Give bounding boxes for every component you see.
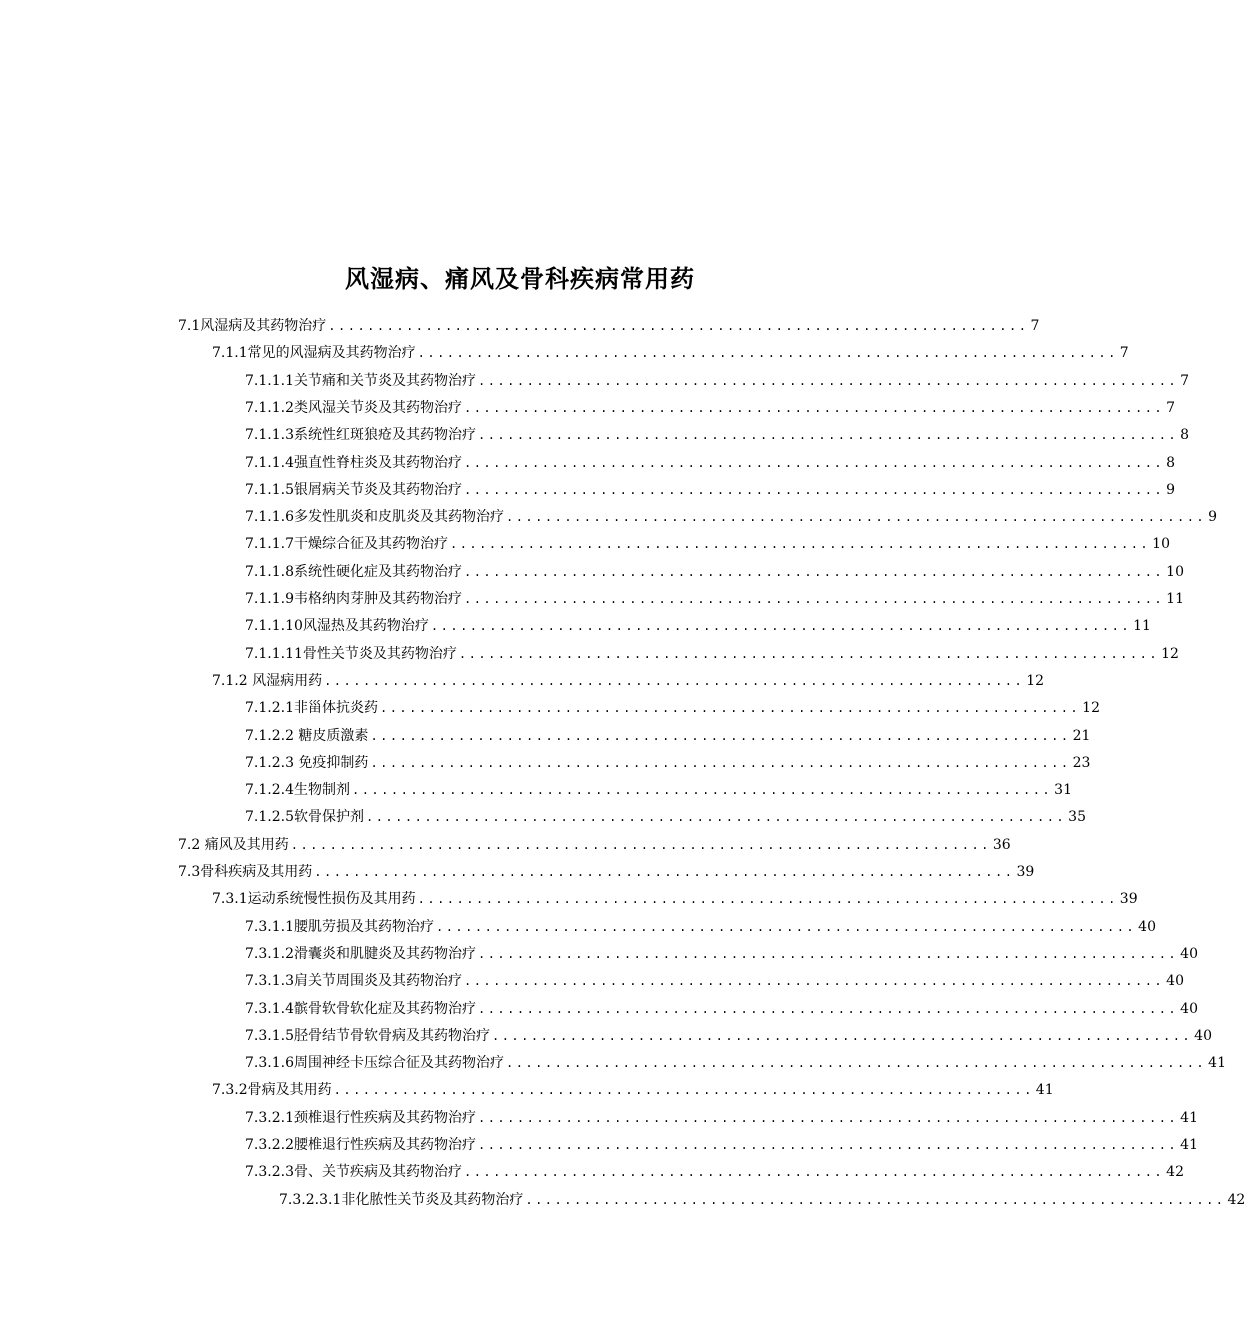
toc-dot-leader: ........................................................................	[463, 592, 1165, 606]
toc-dot-leader: ........................................................................	[505, 1056, 1207, 1070]
toc-entry[interactable]	[212, 886, 1138, 913]
toc-entry-page-number: 23	[1072, 755, 1091, 771]
toc-dot-leader: ........................................................................	[463, 1165, 1165, 1179]
toc-entry[interactable]	[245, 941, 1198, 968]
toc-entry-label: 7.3.1.2滑囊炎和肌腱炎及其药物治疗	[245, 946, 476, 962]
toc-entry-page-number: 9	[1166, 482, 1176, 498]
toc-entry-page-number: 10	[1152, 536, 1170, 552]
toc-entry[interactable]	[245, 531, 1170, 558]
toc-dot-leader: ........................................................................	[463, 456, 1165, 470]
toc-entry-label: 7.1.1.10风湿热及其药物治疗	[245, 618, 429, 634]
toc-dot-leader: ........................................................................	[333, 1083, 1034, 1097]
toc-dot-leader: ........................................................................	[328, 319, 1029, 333]
toc-entry-page-number: 40	[1180, 946, 1198, 962]
toc-entry[interactable]	[245, 1159, 1184, 1186]
toc-entry-label: 7.1.1.8系统性硬化症及其药物治疗	[245, 564, 462, 580]
toc-entry-label: 7.1风湿病及其药物治疗	[178, 318, 327, 334]
toc-entry-label: 7.3.2骨病及其用药	[212, 1082, 332, 1098]
toc-entry-label: 7.1.2.5软骨保护剂	[245, 809, 364, 825]
toc-dot-leader: ........................................................................	[417, 346, 1118, 360]
toc-entry[interactable]	[245, 996, 1198, 1023]
toc-dot-leader: ........................................................................	[290, 838, 991, 852]
toc-entry[interactable]	[245, 613, 1151, 640]
toc-entry-label: 7.3骨科疾病及其用药	[178, 864, 313, 880]
toc-entry-label: 7.3.1.3肩关节周围炎及其药物治疗	[245, 973, 462, 989]
toc-dot-leader: ........................................................................	[449, 537, 1151, 551]
toc-dot-leader: ........................................................................	[430, 619, 1132, 633]
toc-dot-leader: ........................................................................	[370, 756, 1071, 770]
toc-entry[interactable]	[212, 1077, 1054, 1104]
toc-dot-leader: ........................................................................	[435, 920, 1137, 934]
toc-entry[interactable]	[245, 804, 1086, 831]
toc-entry-page-number: 9	[1208, 509, 1218, 525]
toc-entry-page-number: 40	[1138, 919, 1156, 935]
toc-dot-leader: ........................................................................	[477, 428, 1179, 442]
toc-entry-page-number: 31	[1054, 782, 1072, 798]
toc-dot-leader: ........................................................................	[491, 1029, 1193, 1043]
toc-entry-page-number: 7	[1180, 373, 1190, 389]
toc-entry-label: 7.1.2.4生物制剂	[245, 782, 350, 798]
toc-entry-page-number: 7	[1119, 345, 1129, 361]
toc-dot-leader: ........................................................................	[477, 1111, 1179, 1125]
toc-entry[interactable]	[245, 1023, 1212, 1050]
toc-dot-leader: ........................................................................	[477, 374, 1179, 388]
toc-entry-page-number: 8	[1180, 427, 1190, 443]
toc-entry[interactable]	[245, 477, 1176, 504]
toc-entry-page-number: 8	[1166, 455, 1176, 471]
toc-entry-label: 7.1.2.1非甾体抗炎药	[245, 700, 378, 716]
toc-entry-label: 7.1.1.1关节痛和关节炎及其药物治疗	[245, 373, 476, 389]
toc-entry-label: 7.1.1常见的风湿病及其药物治疗	[212, 345, 416, 361]
toc-entry[interactable]	[245, 914, 1156, 941]
toc-entry-page-number: 35	[1068, 809, 1086, 825]
toc-entry-label: 7.3.2.2腰椎退行性疾病及其药物治疗	[245, 1137, 476, 1153]
toc-dot-leader: ........................................................................	[463, 483, 1165, 497]
toc-dot-leader: ........................................................................	[379, 701, 1081, 715]
toc-entry-label: 7.3.1.1腰肌劳损及其药物治疗	[245, 919, 434, 935]
toc-entry-label: 7.3.1.4髌骨软骨软化症及其药物治疗	[245, 1001, 476, 1017]
toc-dot-leader: ........................................................................	[525, 1193, 1226, 1207]
toc-entry-page-number: 36	[992, 837, 1011, 853]
toc-entry[interactable]	[245, 695, 1100, 722]
toc-entry-page-number: 12	[1161, 646, 1179, 662]
toc-entry-label: 7.1.2 风湿病用药	[212, 673, 323, 689]
toc-entry-page-number: 40	[1194, 1028, 1212, 1044]
toc-entry[interactable]	[245, 1105, 1198, 1132]
toc-entry[interactable]	[245, 395, 1176, 422]
toc-entry-label: 7.1.1.5银屑病关节炎及其药物治疗	[245, 482, 462, 498]
toc-entry-label: 7.1.1.6多发性肌炎和皮肌炎及其药物治疗	[245, 509, 504, 525]
toc-entry[interactable]	[245, 1132, 1198, 1159]
toc-dot-leader: ........................................................................	[324, 674, 1025, 688]
toc-entry-page-number: 12	[1026, 673, 1045, 689]
toc-entry-page-number: 7	[1166, 400, 1176, 416]
toc-dot-leader: ........................................................................	[365, 810, 1067, 824]
toc-dot-leader: ........................................................................	[505, 510, 1207, 524]
toc-entry-page-number: 21	[1072, 728, 1091, 744]
toc-entry-page-number: 11	[1133, 618, 1151, 634]
toc-entry-label: 7.3.2.3.1非化脓性关节炎及其药物治疗	[279, 1192, 524, 1208]
toc-dot-leader: ........................................................................	[458, 647, 1160, 661]
toc-entry[interactable]	[245, 641, 1179, 668]
document-title: 风湿病、痛风及骨科疾病常用药	[345, 264, 695, 294]
toc-entry[interactable]	[245, 368, 1190, 395]
toc-dot-leader: ........................................................................	[463, 401, 1165, 415]
toc-dot-leader: ........................................................................	[463, 974, 1165, 988]
toc-entry-page-number: 12	[1082, 700, 1100, 716]
toc-entry-page-number: 41	[1180, 1137, 1198, 1153]
toc-dot-leader: ........................................................................	[417, 892, 1118, 906]
toc-entry[interactable]	[178, 832, 1011, 859]
toc-dot-leader: ........................................................................	[477, 947, 1179, 961]
toc-entry[interactable]	[245, 750, 1091, 777]
toc-entry-label: 7.3.1.5胫骨结节骨软骨病及其药物治疗	[245, 1028, 490, 1044]
toc-entry-label: 7.1.1.9韦格纳肉芽肿及其药物治疗	[245, 591, 462, 607]
toc-entry-page-number: 41	[1180, 1110, 1198, 1126]
toc-entry[interactable]	[245, 968, 1184, 995]
toc-entry-page-number: 42	[1166, 1164, 1184, 1180]
toc-entry[interactable]	[178, 313, 1040, 340]
toc-entry-page-number: 7	[1030, 318, 1040, 334]
toc-entry[interactable]	[245, 422, 1190, 449]
toc-entry-page-number: 40	[1166, 973, 1184, 989]
toc-entry-label: 7.1.1.7干燥综合征及其药物治疗	[245, 536, 448, 552]
toc-entry-page-number: 11	[1166, 591, 1184, 607]
toc-entry-label: 7.3.2.1颈椎退行性疾病及其药物治疗	[245, 1110, 476, 1126]
toc-entry[interactable]	[212, 340, 1129, 367]
toc-entry[interactable]	[279, 1187, 1245, 1214]
toc-entry-label: 7.3.2.3骨、关节疾病及其药物治疗	[245, 1164, 462, 1180]
toc-entry-label: 7.2 痛风及其用药	[178, 837, 289, 853]
toc-entry-page-number: 39	[1016, 864, 1035, 880]
toc-entry-label: 7.3.1.6周围神经卡压综合征及其药物治疗	[245, 1055, 504, 1071]
toc-entry[interactable]	[245, 586, 1184, 613]
toc-entry[interactable]	[245, 504, 1218, 531]
toc-entry-label: 7.1.1.11骨性关节炎及其药物治疗	[245, 646, 457, 662]
toc-dot-leader: ........................................................................	[477, 1002, 1179, 1016]
toc-entry-label: 7.1.2.3 免疫抑制药	[245, 755, 369, 771]
toc-entry-label: 7.1.2.2 糖皮质激素	[245, 728, 369, 744]
toc-entry-page-number: 40	[1180, 1001, 1198, 1017]
toc-entry-label: 7.3.1运动系统慢性损伤及其用药	[212, 891, 416, 907]
toc-entry[interactable]	[212, 668, 1045, 695]
toc-entry-page-number: 41	[1208, 1055, 1226, 1071]
toc-entry-page-number: 39	[1119, 891, 1138, 907]
toc-entry-page-number: 41	[1035, 1082, 1054, 1098]
toc-dot-leader: ........................................................................	[477, 1138, 1179, 1152]
toc-entry[interactable]	[245, 559, 1184, 586]
toc-entry[interactable]	[245, 1050, 1226, 1077]
toc-entry[interactable]	[245, 777, 1072, 804]
toc-dot-leader: ........................................................................	[314, 865, 1015, 879]
toc-dot-leader: ........................................................................	[370, 729, 1071, 743]
toc-entry[interactable]	[245, 450, 1176, 477]
toc-entry-label: 7.1.1.2类风湿关节炎及其药物治疗	[245, 400, 462, 416]
toc-entry-page-number: 42	[1227, 1192, 1245, 1208]
toc-entry-page-number: 10	[1166, 564, 1184, 580]
toc-dot-leader: ........................................................................	[351, 783, 1053, 797]
toc-entry[interactable]	[245, 723, 1091, 750]
toc-entry[interactable]	[178, 859, 1035, 886]
toc-dot-leader: ........................................................................	[463, 565, 1165, 579]
toc-entry-label: 7.1.1.4强直性脊柱炎及其药物治疗	[245, 455, 462, 471]
toc-entry-label: 7.1.1.3系统性红斑狼疮及其药物治疗	[245, 427, 476, 443]
